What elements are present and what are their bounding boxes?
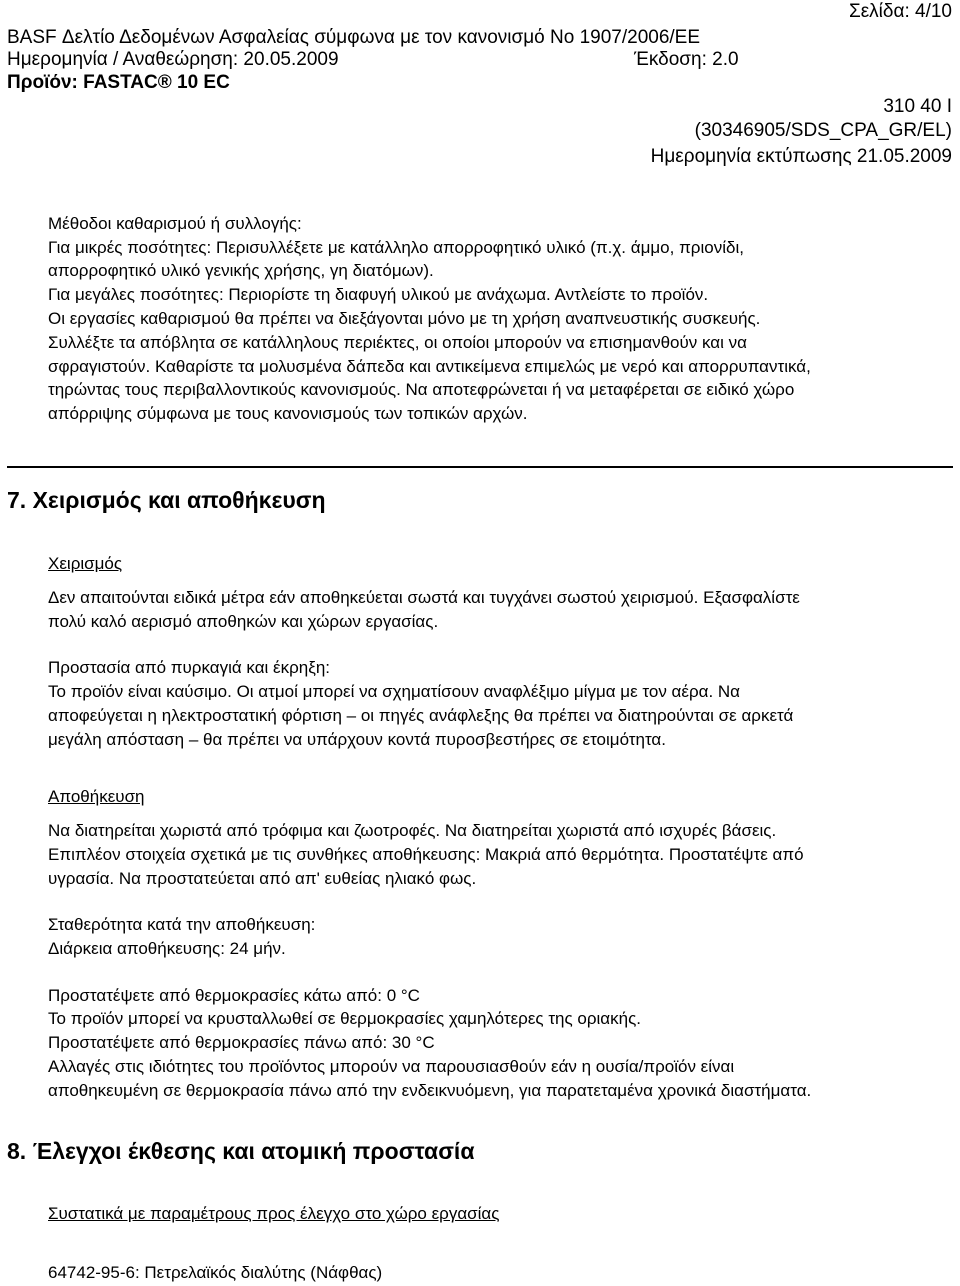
text-line: Διάρκεια αποθήκευσης: 24 μήν. [48, 939, 286, 958]
text-line: Το προϊόν είναι καύσιμο. Οι ατμοί μπορεί να σχηματίσουν αναφλέξιμο μίγμα με τον αέρα. Να [48, 682, 740, 701]
text-line: πολύ καλό αερισμό αποθηκών και χώρων εργασίας. [48, 612, 439, 631]
text-line: Αλλαγές στις ιδιότητες του προϊόντος μπορούν να παρουσιασθούν εάν η ουσία/προϊόν είναι [48, 1057, 735, 1076]
page-number: Σελίδα: 4/10 [848, 1, 952, 22]
text-line: Το προϊόν μπορεί να κρυσταλλωθεί σε θερμοκρασίες χαμηλότερες της οριακής. [48, 1009, 642, 1028]
handling-heading: Χειρισμός [48, 554, 123, 573]
section-7-title: 7. Χειρισμός και αποθήκευση [7, 487, 326, 513]
print-date: Ημερομηνία εκτύπωσης 21.05.2009 [650, 146, 952, 167]
text-line: Συλλέξτε τα απόβλητα σε κατάλληλους περιέκτες, οι οποίοι μπορούν να επισημανθούν και να [48, 333, 747, 352]
workplace-parameters-heading: Συστατικά με παραμέτρους προς έλεγχο στο χώρο εργασίας [48, 1204, 500, 1223]
text-line: σφραγιστούν. Καθαρίστε τα μολυσμένα δάπεδα και αντικείμενα επιμελώς με νερό και απορρυπαντικά, [48, 357, 811, 376]
text-line: Επιπλέον στοιχεία σχετικά με τις συνθήκες αποθήκευσης: Μακριά από θερμότητα. Προστατέψτε από [48, 845, 804, 864]
text-line: Για μεγάλες ποσότητες: Περιορίστε τη διαφυγή υλικού με ανάχωμα. Αντλείστε το προϊόν. [48, 285, 709, 304]
section-divider [7, 466, 953, 468]
text-line: Προστατέψετε από θερμοκρασίες κάτω από: 0 °C [48, 986, 420, 1005]
storage-heading: Αποθήκευση [48, 787, 145, 806]
document-title: BASF Δελτίο Δεδομένων Ασφαλείας σύμφωνα με τον κανονισμό Νο 1907/2006/ΕΕ [7, 27, 701, 48]
revision-date: Ημερομηνία / Αναθεώρηση: 20.05.2009 [7, 49, 339, 70]
text-line: Οι εργασίες καθαρισμού θα πρέπει να διεξάγονται μόνο με τη χρήση αναπνευστικής συσκευής. [48, 309, 761, 328]
text-line: Να διατηρείται χωριστά από τρόφιμα και ζωοτροφές. Να διατηρείται χωριστά από ισχυρές βάσεις. [48, 821, 777, 840]
text-line: Μέθοδοι καθαρισμού ή συλλογής: [48, 214, 302, 233]
text-line: αποθηκευμένη σε θερμοκρασία πάνω από την ενδεικνυόμενη, για παρατεταμένα χρονικά διαστήματα. [48, 1081, 812, 1100]
fire-protection-heading: Προστασία από πυρκαγιά και έκρηξη: [48, 658, 331, 677]
stability-heading: Σταθερότητα κατά την αποθήκευση: [48, 915, 316, 934]
sds-code: (30346905/SDS_CPA_GR/EL) [694, 120, 952, 141]
text-line: απορροφητικό υλικό γενικής χρήσης, γη διατόμων). [48, 261, 434, 280]
product-code: 310 40 I [883, 96, 952, 117]
version: Έκδοση: 2.0 [634, 49, 739, 70]
text-line: απόρριψης σύμφωνα με τους κανονισμούς των τοπικών αρχών. [48, 404, 528, 423]
section-8-title: 8. Έλεγχοι έκθεσης και ατομική προστασία [7, 1138, 475, 1164]
text-line: Προστατέψετε από θερμοκρασίες πάνω από: 30 °C [48, 1033, 435, 1052]
text-line: Για μικρές ποσότητες: Περισυλλέξετε με κατάλληλο απορροφητικό υλικό (π.χ. άμμο, πριονίδι, [48, 238, 744, 257]
text-line: αποφεύγεται η ηλεκτροστατική φόρτιση – οι πηγές ανάφλεξης θα πρέπει να διατηρούνται σε αρκετά [48, 706, 794, 725]
text-line: υγρασία. Να προστατεύεται από απ' ευθείας ηλιακό φως. [48, 869, 477, 888]
substance-line: 64742-95-6: Πετρελαϊκός διαλύτης (Νάφθας) [48, 1263, 383, 1282]
product-name: Προϊόν: FASTAC® 10 EC [7, 72, 230, 93]
text-line: μεγάλη απόσταση – θα πρέπει να υπάρχουν κοντά πυροσβεστήρες σε ετοιμότητα. [48, 730, 666, 749]
text-line: τηρώντας τους περιβαλλοντικούς κανονισμούς. Να αποτεφρώνεται ή να μεταφέρεται σε ειδικό χώρο [48, 380, 795, 399]
text-line: Δεν απαιτούνται ειδικά μέτρα εάν αποθηκεύεται σωστά και τυγχάνει σωστού χειρισμού. Εξασφαλίστε [48, 588, 800, 607]
